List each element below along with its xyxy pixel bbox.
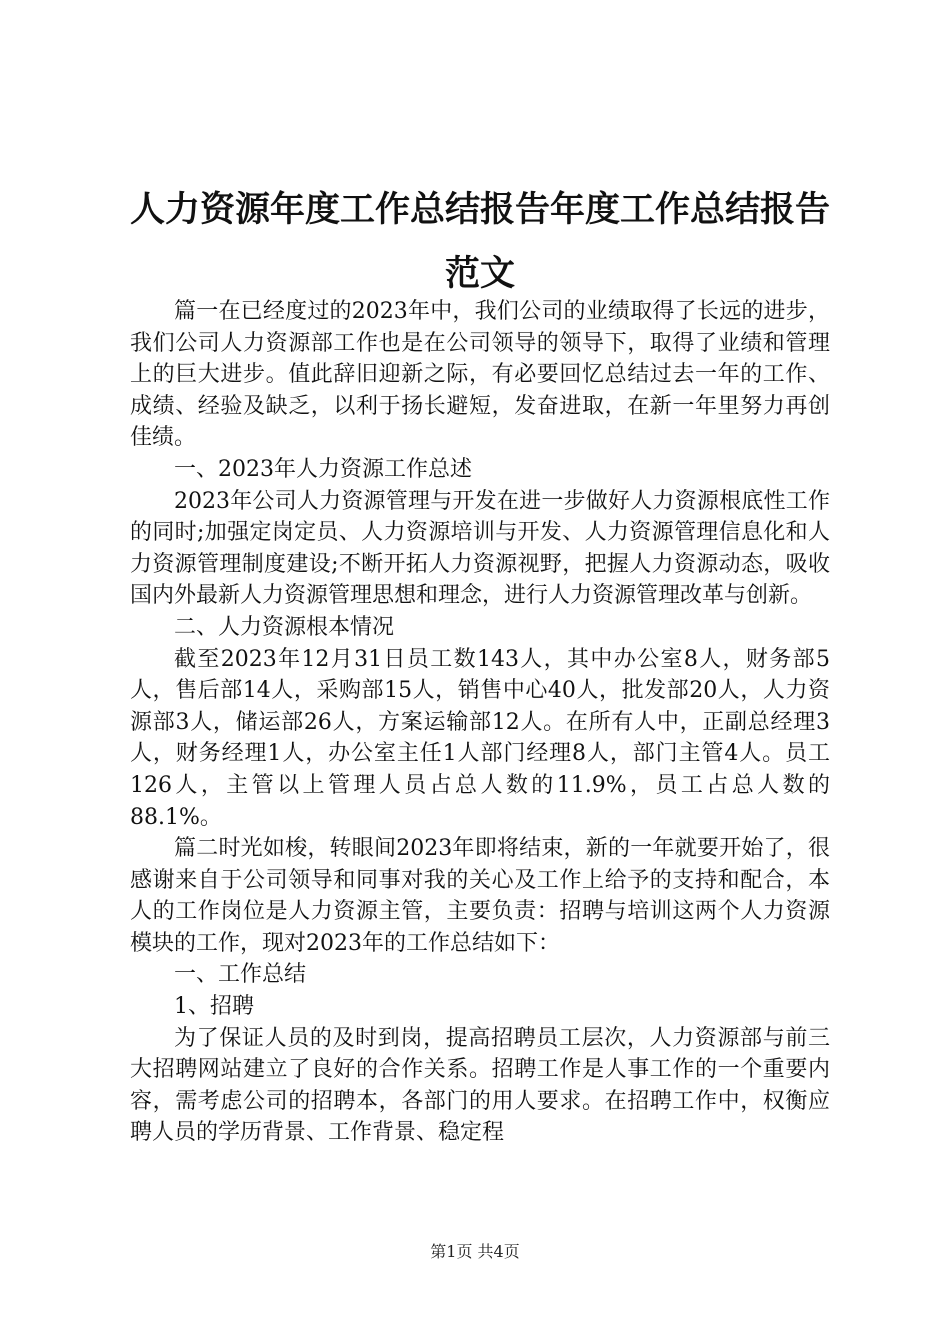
paragraph-recruitment: 为了保证人员的及时到岗，提高招聘员工层次，人力资源部与前三大招聘网站建立了良好的合作关系。招聘工作是人事工作的一个重要内容，需考虑公司的招聘本，各部门的用人要求。在招聘工作中，权衡应聘人员的学历背景、工作背景、稳定程 — [130, 1025, 830, 1146]
section-heading-2: 二、人力资源根本情况 — [174, 614, 395, 640]
title-line-1: 人力资源年度工作总结报告年度工作总结报告 — [129, 190, 830, 230]
paragraph-intro: 篇一在已经度过的2023年中，我们公司的业绩取得了长远的进步，我们公司人力资源部工作也是在公司领导的领导下，取得了业绩和管理上的巨大进步。值此辞旧迎新之际，有必要回忆总结过去一年的工作、成绩、经验及缺乏，以利于扬长避短，发奋进取，在新一年里努力再创佳绩。 — [130, 299, 830, 451]
paragraph-part-two: 篇二时光如梭，转眼间2023年即将结束，新的一年就要开始了，很感谢来自于公司领导和同事对我的关心及工作上给予的支持和配合，本人的工作岗位是人力资源主管，主要负责：招聘与培训这两个人力资源模块的工作，现对2023年的工作总结如下： — [130, 836, 830, 956]
page-number-footer: 第1页 共4页 — [430, 1242, 520, 1261]
paragraph-staff-stats: 截至2023年12月31日员工数143人，其中办公室8人，财务部5人，售后部14人，采购部15人，销售中心40人，批发部20人，人力资源部3人，储运部26人，方案运输部12人。在所有人中，正副总经理3人，财务经理1人，办公室主任1人部门经理8人，部门主管4人。员工126人，主管以上管理人员占总人数的11.9%，员工占总人数的88.1%。 — [130, 646, 830, 830]
title-line-2: 范文 — [444, 254, 515, 294]
document-body — [130, 296, 830, 1149]
paragraph-overview: 2023年公司人力资源管理与开发在进一步做好人力资源根底性工作的同时;加强定岗定员、人力资源培训与开发、人力资源管理信息化和人力资源管理制度建设;不断开拓人力资源视野，把握人力资源动态，吸收国内外最新人力资源管理思想和理念，进行人力资源管理改革与创新。 — [130, 488, 830, 609]
subsection-heading-recruitment: 1、招聘 — [174, 994, 254, 1020]
section-heading-work-summary: 一、工作总结 — [174, 962, 307, 988]
section-heading-1: 一、2023年人力资源工作总述 — [174, 456, 472, 482]
document-title — [120, 178, 840, 306]
